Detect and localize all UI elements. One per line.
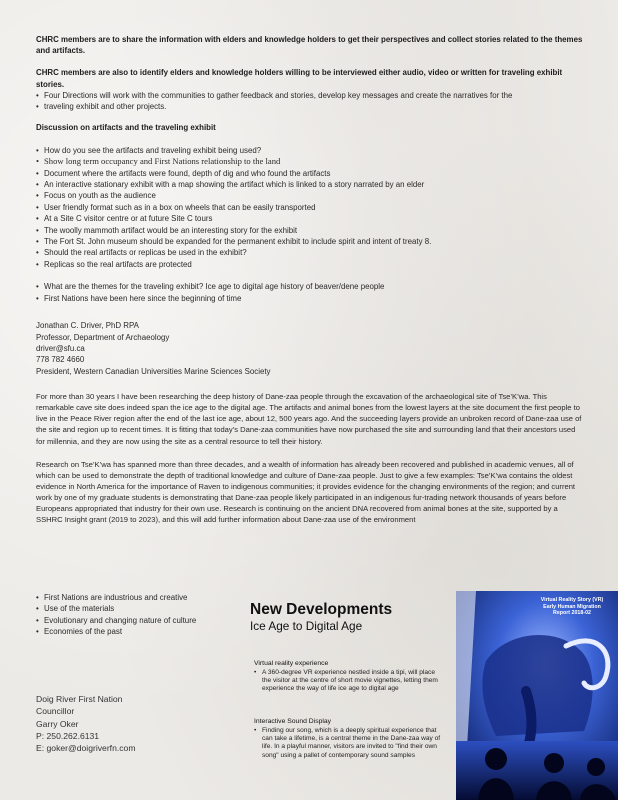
vr-image-caption: [532, 597, 612, 617]
signature-block: [36, 320, 584, 377]
signature-phone: 778 782 4660: [36, 355, 85, 365]
signature-title: Professor, Department of Archaeology: [36, 332, 170, 342]
list-item: • Should the real artifacts or replicas be used in the exhibit?: [36, 247, 584, 258]
list-item: • The Fort St. John museum should be expanded for the permanent exhibit to include spirit and intent of treaty 8.: [36, 236, 584, 247]
list-item: • First Nations have been here since the beginning of time: [36, 293, 584, 304]
signature-name: Jonathan C. Driver, PhD RPA: [36, 321, 139, 331]
list-item: • Evolutionary and changing nature of culture: [36, 615, 236, 626]
vr-caption-line-3: Report 2018-02: [553, 610, 591, 617]
themes-question-bullets: [36, 281, 584, 304]
body-paragraph-2: Research on Tse’K’wa has spanned more than three decades, and a wealth of information has already been recovered and published in academic venues, all of which can be used to demonstrate the depth of traditional knowledge and culture of Dane-zaa people. Just to give a few examples: Tse’K’wa contains the oldest evidence in North America for the importance of Raven to indigenous communities; it provides evidence for the changing environments of the region; and current work by one of my graduate students is demonstrating that Dane-zaa people likely participated in an indigenous fur-trading network thousands of years before Europeans appropriated that industry for their own use. Research is continuing on the ancient DNA recovered from animal bones at the site, supported by a SSHRC Insight grant (2019 to 2023), and this will add further information about Dane-zaa use of the environment: [36, 459, 576, 525]
new-developments-subtitle: Ice Age to Digital Age: [250, 619, 363, 633]
list-item: • Four Directions will work with the communities to gather feedback and stories, develop key messages and create the narratives for the: [36, 90, 584, 101]
list-item: • What are the themes for the traveling exhibit? Ice age to digital age history of beaver/dene people: [36, 281, 584, 292]
vr-experience-text: • A 360-degree VR experience nestled inside a tipi, will place the visitor at the centre of short movie vignettes, letting them experience the way of life ice age to digital age: [254, 669, 444, 694]
vr-promo-image: [456, 591, 618, 800]
list-item: • How do you see the artifacts and traveling exhibit being used?: [36, 145, 584, 156]
body-paragraph-1: For more than 30 years I have been researching the deep history of Dane-zaa people through the excavation of the archaeological site of Tse’K’wa. This remarkable cave site does indeed span the ice age to the digital age. The artifacts and animal bones from the lowest layers at the site document the first people to live in the Peace River region after the end of the last ice age, about 12, 500 years ago. And the succeeding layers provide an unbroken record of Dane-zaa use of the site and region up to recent times. It is fitting that today’s Dane-zaa communities have now purchased the site and surrounding land that their ancestors used for millennia, and they are now using the site as a central resource to tell their history.: [36, 392, 582, 446]
contact-org: Doig River First Nation: [36, 694, 123, 704]
document-page: [36, 34, 584, 525]
list-item: • First Nations are industrious and creative: [36, 592, 236, 603]
list-item: • Economies of the past: [36, 626, 236, 637]
list-item: • Use of the materials: [36, 603, 236, 614]
list-item: • Replicas so the real artifacts are protected: [36, 259, 584, 270]
list-item: • User friendly format such as in a box on wheels that can be easily transported: [36, 202, 584, 213]
list-item: • traveling exhibit and other projects.: [36, 101, 584, 112]
intro-bullets: [36, 90, 584, 113]
signature-org: President, Western Canadian Universities Marine Sciences Society: [36, 366, 271, 376]
list-item: • The woolly mammoth artifact would be an interesting story for the exhibit: [36, 225, 584, 236]
contact-block: [36, 693, 236, 754]
signature-email: driver@sfu.ca: [36, 343, 85, 353]
sound-display-block: [254, 718, 444, 760]
list-item: • Document where the artifacts were found, depth of dig and who found the artifacts: [36, 168, 584, 179]
vr-caption-line-2: Early Human Migration: [543, 603, 601, 610]
list-item: • Show long term occupancy and First Nations relationship to the land: [36, 156, 584, 167]
new-developments-header: [250, 601, 440, 634]
new-developments-title: New Developments: [250, 601, 393, 618]
list-item: • Focus on youth as the audience: [36, 190, 584, 201]
intro-paragraph-2: CHRC members are also to identify elders and knowledge holders willing to be interviewed either audio, video or written for traveling exhibit stories.: [36, 68, 563, 89]
contact-phone: P: 250.262.6131: [36, 730, 100, 741]
mammoth-scene-illustration: [456, 591, 618, 800]
sound-display-heading: Interactive Sound Display: [254, 718, 332, 725]
list-item: • At a Site C visitor centre or at future Site C tours: [36, 213, 584, 224]
contact-email: E: goker@doigriverfn.com: [36, 743, 136, 754]
sound-display-text: • Finding our song, which is a deeply spiritual experience that can take a lifetime, is a central theme in the Dane-zaa way of life. In a playful manner, visitors are invited to "find their own song" using a pallet of contemporary sound samples: [254, 727, 444, 760]
discussion-bullets: [36, 145, 584, 270]
themes-list: [36, 592, 236, 638]
intro-paragraph-1: CHRC members are to share the information with elders and knowledge holders to get their perspectives and collect stories related to the themes and artifacts.: [36, 35, 583, 56]
vr-experience-heading: Virtual reality experience: [254, 660, 329, 667]
vr-caption-line-1: Virtual Reality Story (VR): [540, 597, 604, 603]
contact-role: Councillor: [36, 706, 75, 717]
vr-experience-block: [254, 660, 444, 694]
contact-name: Garry Oker: [36, 718, 79, 729]
discussion-heading: Discussion on artifacts and the traveling exhibit: [36, 122, 216, 132]
list-item: • An interactive stationary exhibit with a map showing the artifact which is linked to a story narrated by an elder: [36, 179, 584, 190]
